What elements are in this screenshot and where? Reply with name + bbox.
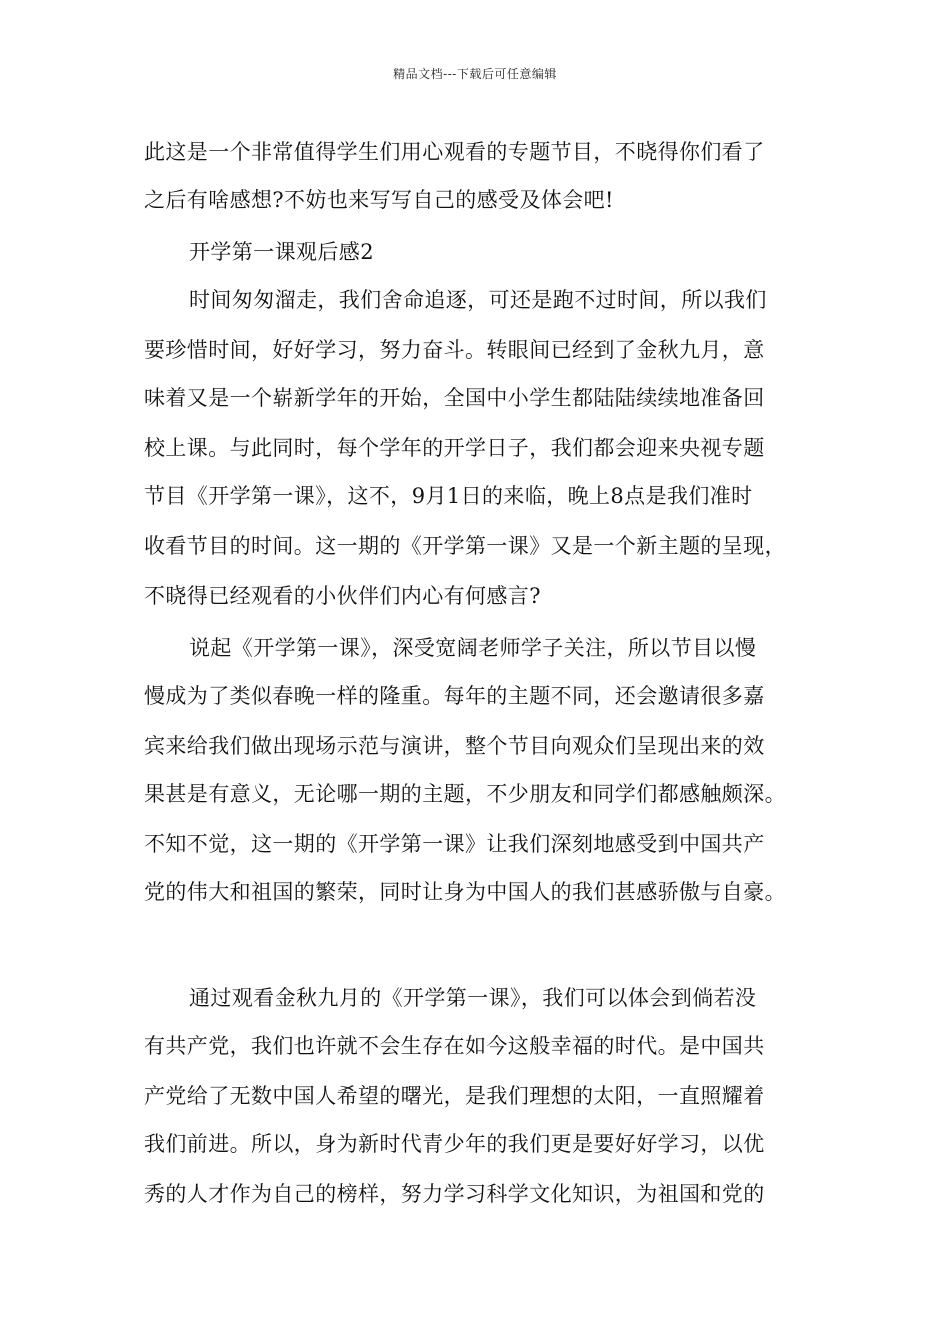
section-heading: 开学第一课观后感2 bbox=[189, 240, 374, 264]
paragraph-line: 党的伟大和祖国的繁荣，同时让身为中国人的我们甚感骄傲与自豪。 bbox=[144, 880, 786, 904]
paragraph-line: 我们前进。所以，身为新时代青少年的我们更是要好好学习，以优 bbox=[144, 1132, 765, 1156]
paragraph-line: 收看节目的时间。这一期的《开学第一课》又是一个新主题的呈现， bbox=[144, 534, 786, 558]
paragraph-line: 慢成为了类似春晚一样的隆重。每年的主题不同，还会邀请很多嘉 bbox=[144, 684, 765, 708]
paragraph-line: 味着又是一个崭新学年的开始，全国中小学生都陆陆续续地准备回 bbox=[144, 386, 765, 410]
paragraph-line: 节目《开学第一课》，这不，9月1日的来临，晚上8点是我们准时 bbox=[144, 484, 753, 508]
page-header: 精品文档---下载后可任意编辑 bbox=[393, 67, 557, 81]
paragraph-line: 有共产党，我们也许就不会生存在如今这般幸福的时代。是中国共 bbox=[144, 1034, 765, 1058]
paragraph-line: 通过观看金秋九月的《开学第一课》，我们可以体会到倘若没 bbox=[189, 986, 757, 1010]
paragraph-line: 校上课。与此同时，每个学年的开学日子，我们都会迎来央视专题 bbox=[144, 436, 765, 460]
paragraph-line: 时间匆匆溜走，我们舍命追逐，可还是跑不过时间，所以我们 bbox=[189, 288, 767, 312]
paragraph-line: 宾来给我们做出现场示范与演讲，整个节目向观众们呈现出来的效 bbox=[144, 734, 765, 758]
paragraph-line: 不晓得已经观看的小伙伴们内心有何感言? bbox=[144, 584, 541, 608]
paragraph-line: 之后有啥感想?不妨也来写写自己的感受及体会吧! bbox=[144, 188, 614, 212]
paragraph-line: 不知不觉，这一期的《开学第一课》让我们深刻地感受到中国共产 bbox=[144, 832, 765, 856]
paragraph-line: 此这是一个非常值得学生们用心观看的专题节目，不晓得你们看了 bbox=[144, 140, 765, 164]
paragraph-line: 说起《开学第一课》，深受宽阔老师学子关注，所以节目以慢 bbox=[189, 636, 757, 660]
paragraph-line: 秀的人才作为自己的榜样，努力学习科学文化知识，为祖国和党的 bbox=[144, 1182, 765, 1206]
paragraph-line: 要珍惜时间，好好学习，努力奋斗。转眼间已经到了金秋九月，意 bbox=[144, 338, 765, 362]
paragraph-line: 产党给了无数中国人希望的曙光，是我们理想的太阳，一直照耀着 bbox=[144, 1084, 765, 1108]
paragraph-line: 果甚是有意义，无论哪一期的主题，不少朋友和同学们都感触颇深。 bbox=[144, 782, 786, 806]
